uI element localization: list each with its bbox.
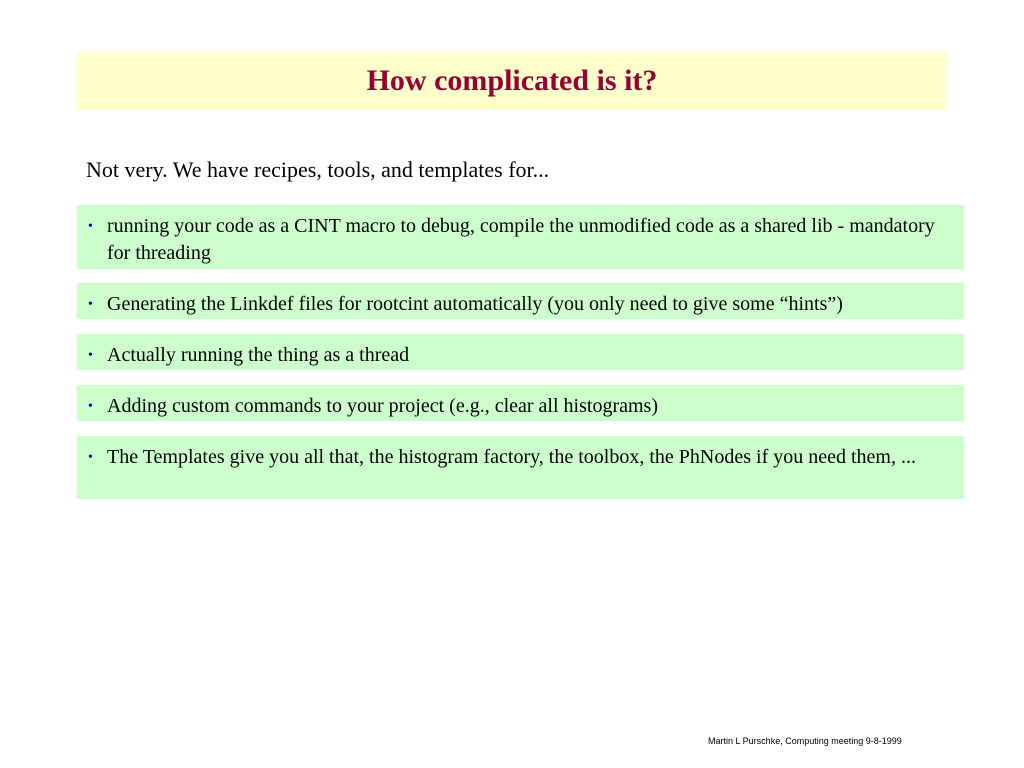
title-banner [77,52,947,110]
slide-footer: Martin L Purschke, Computing meeting 9-8-1999 [708,736,902,746]
bullet-dot-icon: • [88,219,93,234]
bullet-text: Adding custom commands to your project (e.g., clear all histograms) [107,395,658,417]
bullet-item [77,283,964,319]
intro-text: Not very. We have recipes, tools, and templates for... [86,157,550,182]
bullet-item [77,436,964,499]
bullet-text: Generating the Linkdef files for rootcint automatically (you only need to give some “hints”) [107,293,843,315]
bullet-dot-icon: • [88,450,93,465]
bullet-dot-icon: • [88,348,93,363]
bullet-item [77,205,964,269]
bullet-dot-icon: • [88,297,93,312]
slide-title: How complicated is it? [366,64,658,97]
bullet-text: running your code as a CINT macro to debug, compile the unmodified code as a shared lib - mandatory for threading [107,215,935,264]
bullet-item [77,334,964,370]
bullet-item [77,385,964,421]
bullet-text: Actually running the thing as a thread [107,344,410,366]
bullet-dot-icon: • [88,399,93,414]
bullet-text: The Templates give you all that, the histogram factory, the toolbox, the PhNodes if you need them, ... [107,446,916,468]
